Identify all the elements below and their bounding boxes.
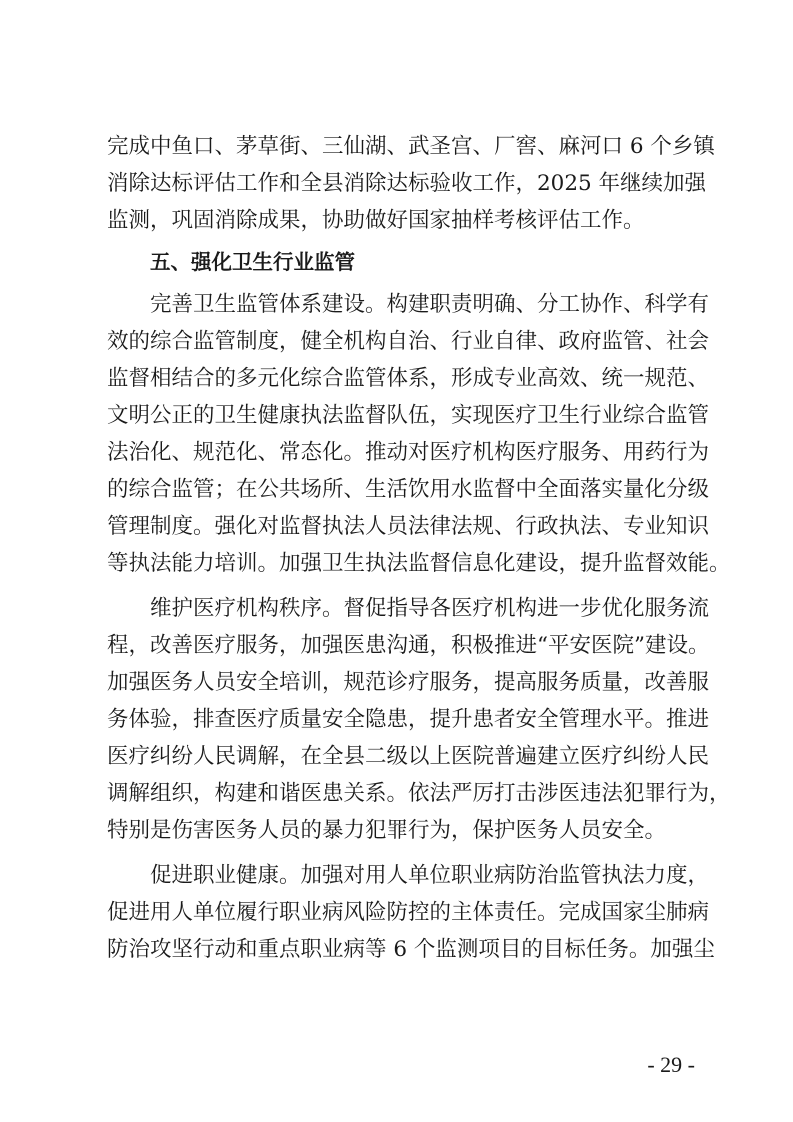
document-body bbox=[107, 128, 731, 972]
text-line: 法治化、规范化、常态化。推动对医疗机构医疗服务、用药行为 bbox=[107, 440, 710, 465]
text-line: 务体验，排查医疗质量安全隐患，提升患者安全管理水平。推进 bbox=[107, 707, 710, 732]
text-line: 特别是伤害医务人员的暴力犯罪行为，保护医务人员安全。 bbox=[107, 818, 667, 843]
text-line: 管理制度。强化对监督执法人员法律法规、行政执法、专业知识 bbox=[107, 514, 710, 539]
text-line: 促进职业健康。加强对用人单位职业病防治监管执法力度， bbox=[150, 863, 710, 888]
supervision-system-paragraph bbox=[107, 286, 731, 582]
text-line: 消除达标评估工作和全县消除达标验收工作，2025 年继续加强 bbox=[107, 171, 707, 196]
occupational-health-paragraph bbox=[107, 857, 715, 968]
text-line: 完成中鱼口、茅草街、三仙湖、武圣宫、厂窖、麻河口 6 个乡镇 bbox=[107, 134, 715, 159]
text-line: 医疗纠纷人民调解，在全县二级以上医院普遍建立医疗纠纷人民 bbox=[107, 744, 710, 769]
text-line: 监测，巩固消除成果，协助做好国家抽样考核评估工作。 bbox=[107, 208, 645, 233]
text-line: 加强医务人员安全培训，规范诊疗服务，提高服务质量，改善服 bbox=[107, 670, 710, 695]
text-line: 等执法能力培训。加强卫生执法监督信息化建设，提升监督效能。 bbox=[107, 551, 731, 576]
page-number: - 29 - bbox=[647, 1052, 695, 1077]
text-line: 监督相结合的多元化综合监管体系，形成专业高效、统一规范、 bbox=[107, 366, 710, 391]
text-line: 完善卫生监管体系建设。构建职责明确、分工协作、科学有 bbox=[150, 292, 710, 317]
text-line: 效的综合监管制度，健全机构自治、行业自律、政府监管、社会 bbox=[107, 329, 710, 354]
text-line: 防治攻坚行动和重点职业病等 6 个监测项目的目标任务。加强尘 bbox=[107, 937, 715, 962]
section-heading: 五、强化卫生行业监管 bbox=[150, 250, 355, 274]
intro-paragraph bbox=[107, 128, 715, 239]
text-line: 促进用人单位履行职业病风险防控的主体责任。完成国家尘肺病 bbox=[107, 900, 710, 925]
text-line: 程，改善医疗服务，加强医患沟通，积极推进“平安医院”建设。 bbox=[107, 633, 710, 658]
text-line: 的综合监管；在公共场所、生活饮用水监督中全面落实量化分级 bbox=[107, 477, 710, 502]
text-line: 调解组织，构建和谐医患关系。依法严厉打击涉医违法犯罪行为， bbox=[107, 781, 731, 806]
text-line: 维护医疗机构秩序。督促指导各医疗机构进一步优化服务流 bbox=[150, 596, 710, 621]
medical-order-paragraph bbox=[107, 590, 731, 849]
text-line: 文明公正的卫生健康执法监督队伍，实现医疗卫生行业综合监管 bbox=[107, 403, 710, 428]
